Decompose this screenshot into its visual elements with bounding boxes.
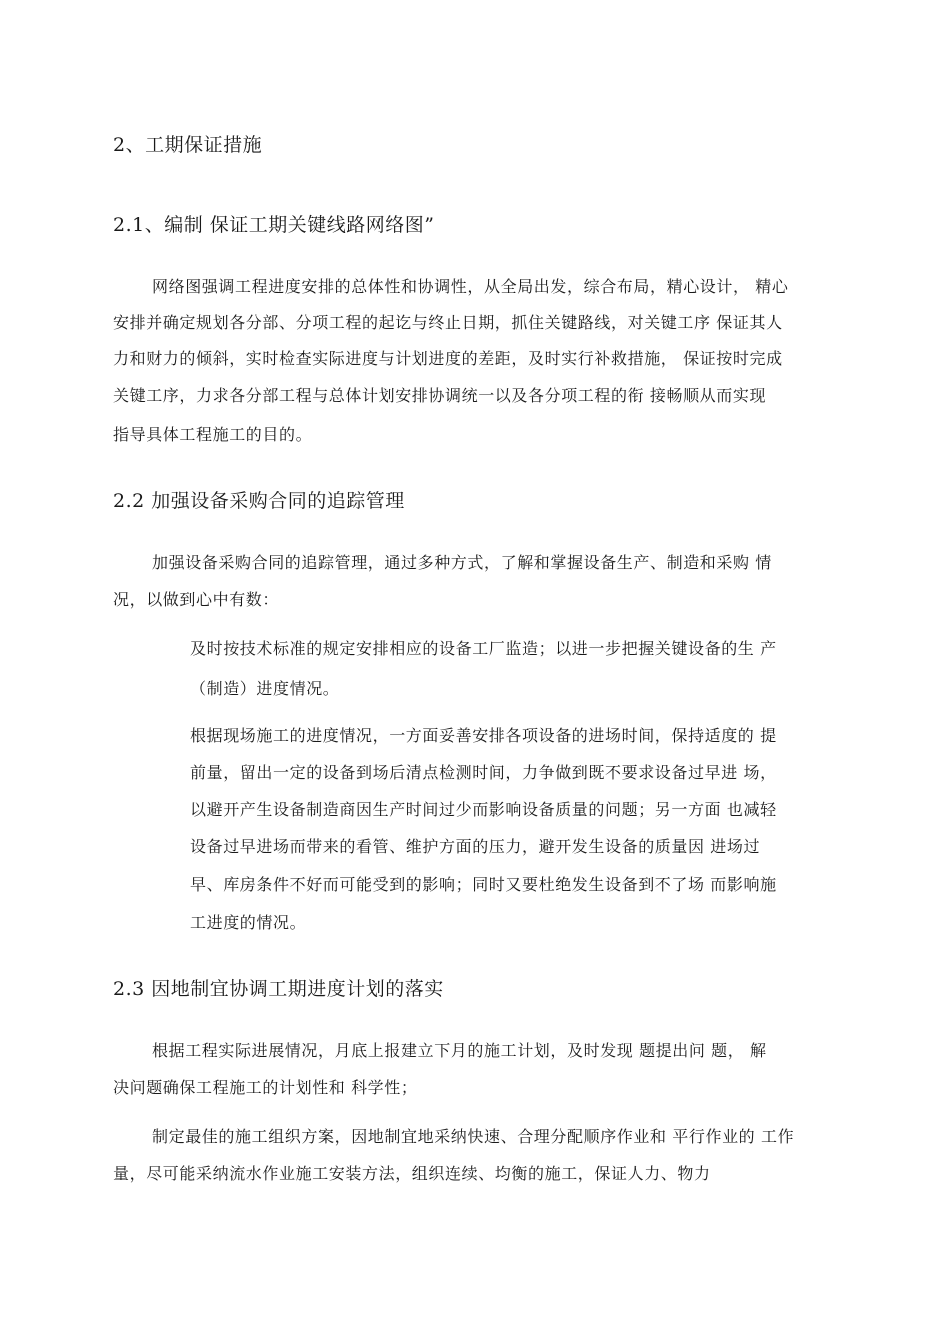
paragraph-line: 网络图强调工程进度安排的总体性和协调性，从全局出发，综合布局，精心设计， 精心 xyxy=(152,277,789,296)
paragraph-line: 关键工序，力求各分部工程与总体计划安排协调统一以及各分项工程的衔 接畅顺从而实现 xyxy=(113,386,767,405)
section-heading-2: 2、工期保证措施 xyxy=(113,134,263,156)
section-heading-2-1: 2.1、编制 保证工期关键线路网络图” xyxy=(113,214,435,236)
paragraph-line: 况，以做到心中有数： xyxy=(113,590,280,609)
paragraph-line: 指导具体工程施工的目的。 xyxy=(113,425,313,444)
section-heading-2-2: 2.2 加强设备采购合同的追踪管理 xyxy=(113,490,405,512)
paragraph-line: 决问题确保工程施工的计划性和 科学性； xyxy=(113,1078,418,1097)
list-item-line: （制造）进度情况。 xyxy=(190,679,340,698)
paragraph-line: 根据工程实际进展情况，月底上报建立下月的施工计划，及时发现 题提出问 题， 解 xyxy=(152,1041,767,1060)
paragraph-line: 安排并确定规划各分部、分项工程的起讫与终止日期，抓住关键路线，对关键工序 保证其人 xyxy=(113,313,783,332)
list-item-line: 及时按技术标准的规定安排相应的设备工厂监造；以进一步把握关键设备的生 产 xyxy=(190,639,777,658)
list-item-line: 根据现场施工的进度情况，一方面妥善安排各项设备的进场时间，保持适度的 提 xyxy=(190,726,777,745)
list-item-line: 早、库房条件不好而可能受到的影响；同时又要杜绝发生设备到不了场 而影响施 xyxy=(190,875,777,894)
paragraph-line: 加强设备采购合同的追踪管理，通过多种方式，了解和掌握设备生产、制造和采购 情 xyxy=(152,553,772,572)
paragraph-line: 力和财力的倾斜，实时检查实际进度与计划进度的差距，及时实行补救措施， 保证按时完成 xyxy=(113,349,783,368)
list-item-line: 以避开产生设备制造商因生产时间过少而影响设备质量的问题；另一方面 也减轻 xyxy=(190,800,777,819)
list-item-line: 工进度的情况。 xyxy=(190,913,307,932)
paragraph-line: 量，尽可能采纳流水作业施工安装方法，组织连续、均衡的施工，保证人力、物力 xyxy=(113,1164,711,1183)
paragraph-line: 制定最佳的施工组织方案，因地制宜地采纳快速、合理分配顺序作业和 平行作业的 工作 xyxy=(152,1127,795,1146)
section-heading-2-3: 2.3 因地制宜协调工期进度计划的落实 xyxy=(113,978,444,1000)
list-item-line: 前量，留出一定的设备到场后清点检测时间，力争做到既不要求设备过早进 场， xyxy=(190,763,777,782)
list-item-line: 设备过早进场而带来的看管、维护方面的压力，避开发生设备的质量因 进场过 xyxy=(190,837,761,856)
